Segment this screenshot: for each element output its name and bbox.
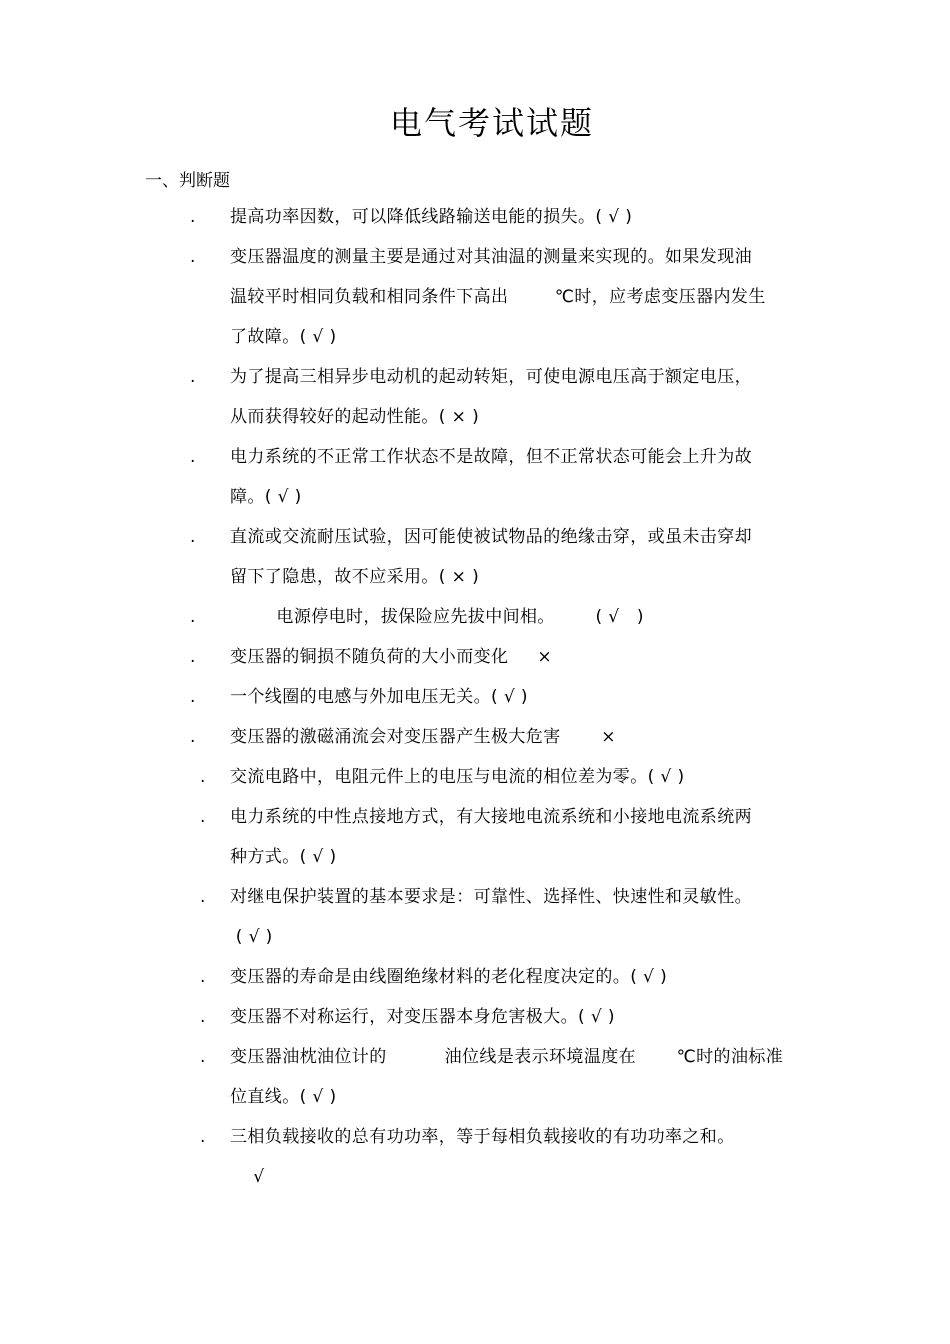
- question-line: 从而获得较好的起动性能。( × ): [230, 407, 480, 427]
- item-bullet: .: [200, 1127, 206, 1147]
- section-heading: 一、判断题: [145, 171, 230, 191]
- question-line: 留下了隐患，故不应采用。( × ): [230, 567, 480, 587]
- question-line: 交流电路中，电阻元件上的电压与电流的相位差为零。( √ ): [230, 767, 685, 787]
- question-line: 位直线。( √ ): [230, 1087, 337, 1107]
- page-title: 电气考试试题: [389, 104, 594, 142]
- question-line: 变压器油枕油位计的 油位线是表示环境温度在 ℃时的油标准: [230, 1047, 784, 1067]
- question-line: 一个线圈的电感与外加电压无关。( √ ): [230, 687, 528, 707]
- question-line: 三相负载接收的总有功功率，等于每相负载接收的有功功率之和。: [230, 1127, 735, 1147]
- item-bullet: .: [200, 807, 206, 827]
- item-bullet: .: [190, 207, 196, 227]
- question-line: 提高功率因数，可以降低线路输送电能的损失。( √ ): [230, 207, 633, 227]
- question-line: 变压器温度的测量主要是通过对其油温的测量来实现的。如果发现油: [230, 247, 752, 267]
- question-line: 对继电保护装置的基本要求是：可靠性、选择性、快速性和灵敏性。: [230, 887, 752, 907]
- item-bullet: .: [190, 647, 196, 667]
- question-line: 电力系统的中性点接地方式，有大接地电流系统和小接地电流系统两: [230, 807, 752, 827]
- item-bullet: .: [190, 527, 196, 547]
- question-line: 障。( √ ): [230, 487, 302, 507]
- item-bullet: .: [200, 1047, 206, 1067]
- item-bullet: .: [190, 447, 196, 467]
- question-line: 了故障。( √ ): [230, 327, 337, 347]
- item-bullet: .: [200, 1007, 206, 1027]
- question-line: 变压器的寿命是由线圈绝缘材料的老化程度决定的。( √ ): [230, 967, 668, 987]
- question-line: 电源停电时，拔保险应先拔中间相。 ( √ ): [230, 607, 644, 627]
- item-bullet: .: [190, 607, 196, 627]
- question-line: 变压器不对称运行，对变压器本身危害极大。( √ ): [230, 1007, 615, 1027]
- item-bullet: .: [200, 767, 206, 787]
- question-line: 温较平时相同负载和相同条件下高出 ℃时，应考虑变压器内发生: [230, 287, 766, 307]
- question-line: ( √ ): [230, 927, 273, 947]
- question-line: 种方式。( √ ): [230, 847, 337, 867]
- item-bullet: .: [200, 967, 206, 987]
- item-bullet: .: [190, 247, 196, 267]
- item-bullet: .: [190, 727, 196, 747]
- question-line: 变压器的激磁涌流会对变压器产生极大危害 ×: [230, 727, 616, 747]
- item-bullet: .: [190, 687, 196, 707]
- question-line: 为了提高三相异步电动机的起动转矩，可使电源电压高于额定电压，: [230, 367, 752, 387]
- question-line: 直流或交流耐压试验，因可能使被试物品的绝缘击穿，或虽未击穿却: [230, 527, 752, 547]
- question-line: 电力系统的不正常工作状态不是故障，但不正常状态可能会上升为故: [230, 447, 752, 467]
- question-line: 变压器的铜损不随负荷的大小而变化 ×: [230, 647, 553, 667]
- question-line: √: [230, 1167, 265, 1187]
- item-bullet: .: [200, 887, 206, 907]
- item-bullet: .: [190, 367, 196, 387]
